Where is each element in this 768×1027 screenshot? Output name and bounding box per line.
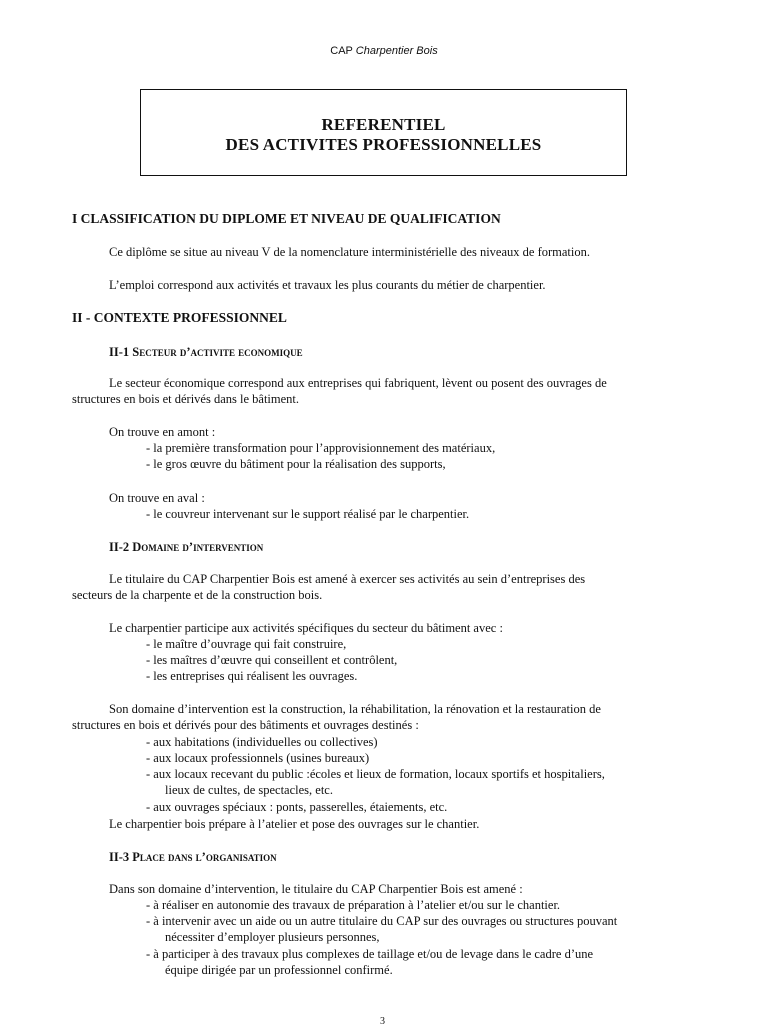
- subsection-2-2-number: II-2: [109, 540, 130, 554]
- page-number: 3: [380, 1016, 385, 1027]
- subsection-2-1-title: Secteur d’activite economique: [132, 345, 303, 359]
- s22-paragraph-3b: structures en bois et dérivés pour des bâtiments et ouvrages destinés :: [72, 718, 419, 732]
- section1-heading: I CLASSIFICATION DU DIPLOME ET NIVEAU DE QUALIFICATION: [72, 211, 501, 226]
- s23-item: - à participer à des travaux plus complexes de taillage et/ou de levage dans le cadre d’une: [146, 947, 594, 961]
- subsection-2-3-title: Place dans l’organisation: [132, 850, 277, 864]
- s23-paragraph-1: Dans son domaine d’intervention, le titulaire du CAP Charpentier Bois est amené :: [109, 882, 523, 896]
- header-title: Charpentier Bois: [355, 45, 438, 57]
- s23-item: - à réaliser en autonomie des travaux de préparation à l’atelier et/ou sur le chantier.: [146, 898, 561, 912]
- s23-item-continued: équipe dirigée par un professionnel confirmé.: [165, 963, 393, 977]
- s21-aval-label: On trouve en aval :: [109, 491, 205, 505]
- subsection-2-1-number: II-1: [109, 345, 130, 359]
- s21-amont-item: - le gros œuvre du bâtiment pour la réalisation des supports,: [146, 457, 446, 471]
- s22-paragraph-3a: Son domaine d’intervention est la construction, la réhabilitation, la rénovation et la restauration de: [109, 702, 601, 716]
- s22-p3-item-continued: lieux de cultes, de spectacles, etc.: [165, 783, 333, 797]
- s22-p3-item: - aux locaux professionnels (usines bureaux): [146, 751, 370, 765]
- s22-p3-item: - aux habitations (individuelles ou collectives): [146, 735, 378, 749]
- title-box: [140, 89, 627, 176]
- section2-heading: II - CONTEXTE PROFESSIONNEL: [72, 310, 287, 325]
- running-header: [0, 45, 768, 57]
- s22-paragraph-1a: Le titulaire du CAP Charpentier Bois est amené à exercer ses activités au sein d’entreprises des: [109, 572, 586, 586]
- s21-amont-label: On trouve en amont :: [109, 425, 216, 439]
- s22-p2-item: - le maître d’ouvrage qui fait construire,: [146, 637, 347, 651]
- s22-paragraph-1b: secteurs de la charpente et de la construction bois.: [72, 588, 323, 602]
- s23-item-continued: nécessiter d’employer plusieurs personnes,: [165, 930, 380, 944]
- s22-p3-item: - aux locaux recevant du public :écoles et lieux de formation, locaux sportifs et hospitaliers,: [146, 767, 605, 781]
- subsection-2-3-heading: [109, 849, 277, 865]
- subsection-2-3-number: II-3: [109, 850, 130, 864]
- s22-p2-item: - les entreprises qui réalisent les ouvrages.: [146, 669, 358, 683]
- s23-item: - à intervenir avec un aide ou un autre titulaire du CAP sur des ouvrages ou structures pouvant: [146, 914, 618, 928]
- subsection-2-2-title: Domaine d’intervention: [132, 540, 264, 554]
- title-line-2: DES ACTIVITES PROFESSIONNELLES: [225, 135, 542, 154]
- subsection-2-2-heading: [109, 539, 263, 555]
- s21-paragraph-1a: Le secteur économique correspond aux entreprises qui fabriquent, lèvent ou posent des ouvrages de: [109, 376, 607, 390]
- s22-paragraph-4: Le charpentier bois prépare à l’atelier et pose des ouvrages sur le chantier.: [109, 817, 480, 831]
- header-prefix: CAP: [330, 45, 353, 57]
- title-line-1: REFERENTIEL: [321, 115, 446, 134]
- s21-aval-item: - le couvreur intervenant sur le support réalisé par le charpentier.: [146, 507, 470, 521]
- s22-p3-item: - aux ouvrages spéciaux : ponts, passerelles, étaiements, etc.: [146, 800, 448, 814]
- subsection-2-1-heading: [109, 344, 303, 360]
- s22-p2-item: - les maîtres d’œuvre qui conseillent et contrôlent,: [146, 653, 398, 667]
- s21-paragraph-1b: structures en bois et dérivés dans le bâtiment.: [72, 392, 300, 406]
- s22-paragraph-2: Le charpentier participe aux activités spécifiques du secteur du bâtiment avec :: [109, 621, 503, 635]
- section1-paragraph-1: Ce diplôme se situe au niveau V de la nomenclature interministérielle des niveaux de formation.: [109, 245, 590, 259]
- s21-amont-item: - la première transformation pour l’approvisionnement des matériaux,: [146, 441, 496, 455]
- section1-paragraph-2: L’emploi correspond aux activités et travaux les plus courants du métier de charpentier.: [109, 278, 546, 292]
